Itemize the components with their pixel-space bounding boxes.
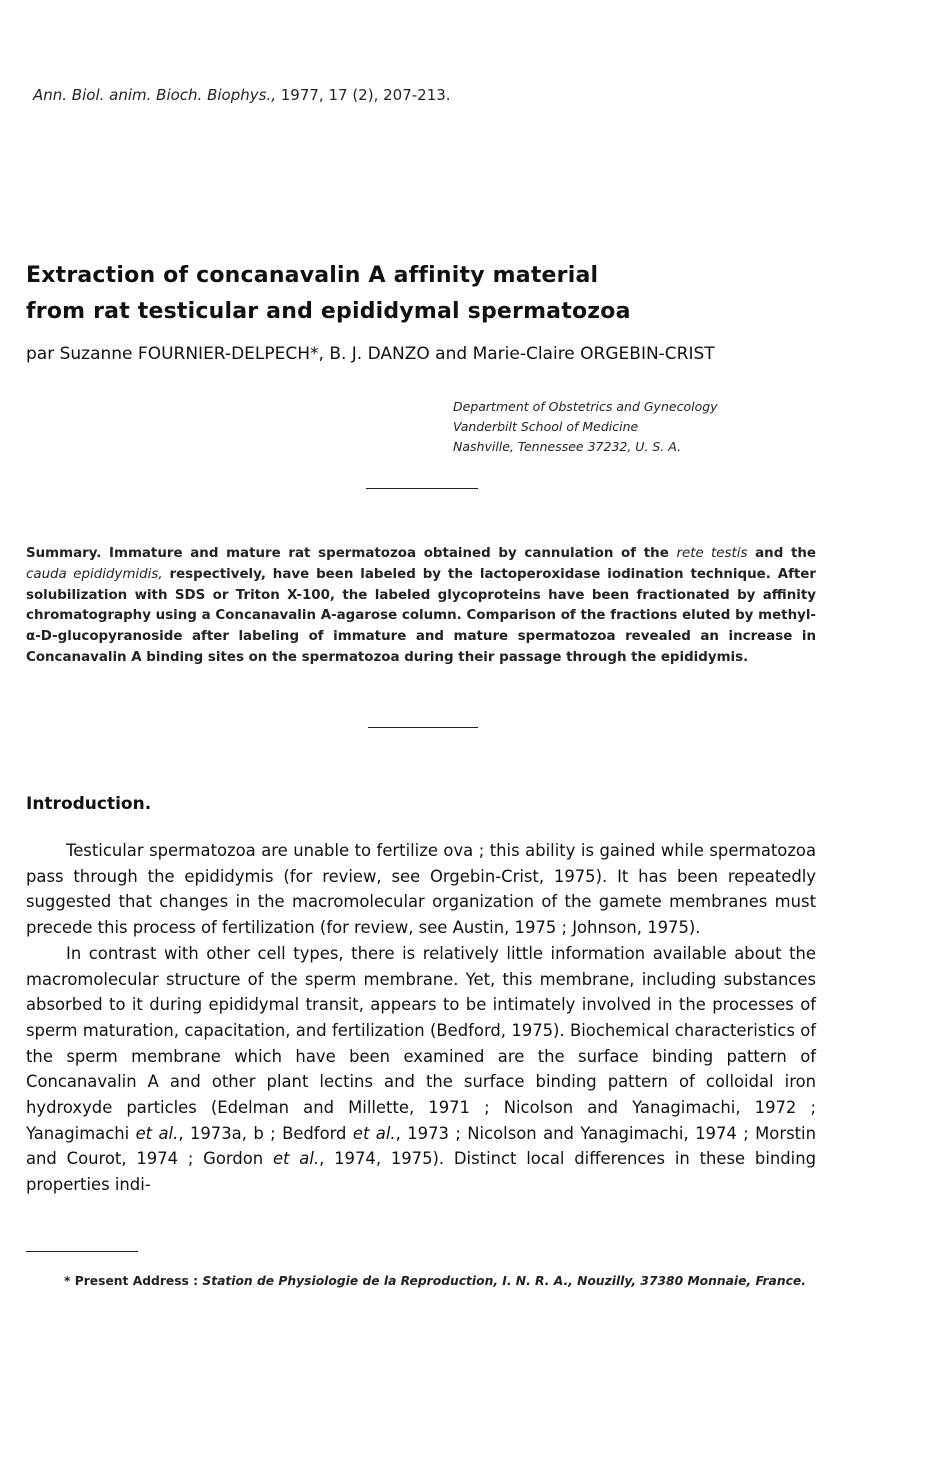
- author-list: par Suzanne FOURNIER-DELPECH*, B. J. DANZO and Marie-Claire ORGEBIN-CRIST: [26, 344, 715, 364]
- footnote: [26, 1271, 816, 1291]
- et-al-2: et al.: [352, 1123, 396, 1143]
- title-line-2: from rat testicular and epididymal spermatozoa: [26, 299, 631, 324]
- summary-label: Summary.: [26, 546, 102, 561]
- summary-italic-cauda: cauda epididymidis,: [26, 566, 163, 582]
- journal-abbrev: Ann. Biol. anim. Bioch. Biophys.,: [33, 86, 276, 104]
- title-line-1: Extraction of concanavalin A affinity material: [26, 263, 599, 288]
- intro-p2-text-b: , 1973a, b ; Bedford: [178, 1123, 353, 1143]
- paper-title: [26, 258, 886, 330]
- journal-citation: [33, 86, 451, 104]
- summary-italic-rete: rete testis: [676, 546, 748, 561]
- et-al-3: et al.: [272, 1149, 320, 1169]
- intro-p2-text-a: In contrast with other cell types, there is relatively little information available about the macromolecular structure of the sperm membrane. Yet, this membrane, including substances absorbed to it during epididymal transit, appears to be intimately involved in the processes of sperm maturation, capacitation, and fertilization (Bedford, 1975). Biochemical characteristics of the sperm membrane which have been examined are the surface binding pattern of Concanavalin A and other plant lectins and the surface binding pattern of colloidal iron hydroxyde particles (Edelman and Millette, 1971 ; Nicolson and Yanagimachi, 1972 ; Yanagimachi: [26, 943, 816, 1143]
- affiliation-line-2: Vanderbilt School of Medicine: [453, 419, 639, 434]
- summary-text-3: respectively, have been labeled by the lactoperoxidase iodination technique. After solubilization with SDS or Triton X-100, the labeled glycoproteins have been fractionated by affinity chromatography using a Concanavalin A-agarose column. Comparison of the fractions eluted by methyl-α-D-glucopyranoside after labeling of immature and mature spermatozoa revealed an increase in Concanavalin A binding sites on the spermatozoa during their passage through the epididymis.: [26, 566, 816, 665]
- journal-volume-pages: 1977, 17 (2), 207-213.: [275, 86, 451, 104]
- intro-p2-text-c: , 1973 ; Nicolson and Yanagimachi, 1974 ; Morstin and Courot, 1974 ; Gordon: [26, 1123, 816, 1169]
- section-heading-introduction: Introduction.: [26, 794, 152, 814]
- introduction-body: [26, 838, 816, 1198]
- footnote-rule: [26, 1251, 138, 1252]
- intro-paragraph-2: [26, 941, 816, 1198]
- footnote-address: Station de Physiologie de la Reproduction, I. N. R. A., Nouzilly, 37380 Monnaie, France.: [202, 1274, 806, 1288]
- footnote-prefix: * Present Address :: [64, 1274, 203, 1288]
- affiliation: [453, 397, 853, 457]
- divider-bottom: [368, 727, 478, 728]
- affiliation-line-1: Department of Obstetrics and Gynecology: [453, 399, 718, 414]
- summary-text-2: and the: [747, 546, 816, 561]
- summary-abstract: [26, 544, 816, 669]
- summary-text-1: Immature and mature rat spermatozoa obtained by cannulation of the: [101, 546, 677, 561]
- intro-paragraph-1: Testicular spermatozoa are unable to fertilize ova ; this ability is gained while spermatozoa pass through the epididymis (for review, see Orgebin-Crist, 1975). It has been repeatedly suggested that changes in the macromolecular organization of the gamete membranes must precede this process of fertilization (for review, see Austin, 1975 ; Johnson, 1975).: [26, 841, 816, 938]
- divider-top: [366, 488, 478, 489]
- et-al-1: et al.: [135, 1123, 179, 1143]
- affiliation-line-3: Nashville, Tennessee 37232, U. S. A.: [453, 439, 682, 454]
- intro-p2-text-d: , 1974, 1975). Distinct local differences in these binding properties indi-: [26, 1149, 817, 1195]
